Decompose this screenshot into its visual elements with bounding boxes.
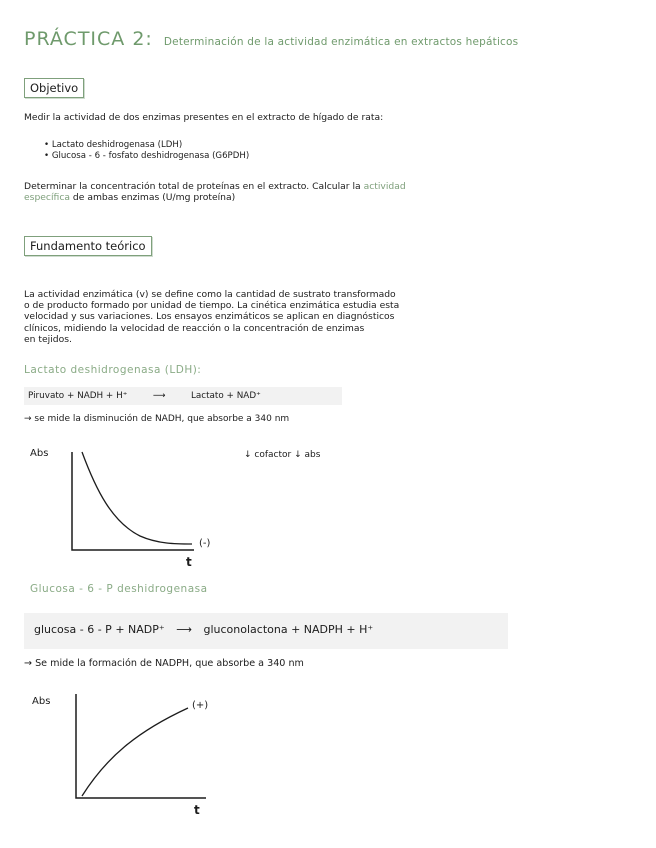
objetivo-intro: Medir la actividad de dos enzimas presentes en el extracto de hígado de rata: bbox=[24, 112, 384, 123]
g6p-graph-ylabel: Abs bbox=[32, 696, 51, 707]
ldh-graph-axes bbox=[72, 452, 194, 550]
g6p-measure: → Se mide la formación de NADPH, que absorbe a 340 nm bbox=[24, 658, 304, 669]
reaction-arrow-icon: ⟶ bbox=[176, 623, 192, 636]
g6p-heading: Glucosa - 6 - P deshidrogenasa bbox=[30, 583, 208, 595]
ldh-equation-left: Piruvato + NADH + H⁺ bbox=[28, 391, 128, 401]
g6p-increasing-curve bbox=[82, 708, 188, 796]
ldh-decreasing-curve bbox=[82, 452, 192, 544]
ldh-graph-sign: (-) bbox=[199, 538, 211, 549]
ldh-absorbance-graph bbox=[24, 440, 224, 570]
ldh-equation bbox=[24, 387, 342, 405]
practice-subtitle: Determinación de la actividad enzimática en extractos hepáticos bbox=[163, 36, 519, 48]
fundamento-line: velocidad y sus variaciones. Los ensayos enzimáticos se aplican en diagnósticos bbox=[24, 311, 395, 323]
fundamento-label: Fundamento teórico bbox=[30, 239, 146, 253]
goal-highlight-actividad: actividad bbox=[363, 181, 406, 192]
fundamento-line: en tejidos. bbox=[24, 333, 72, 345]
enzyme-item-g6pdh: • Glucosa - 6 - fosfato deshidrogenasa (G6PDH) bbox=[44, 151, 249, 162]
g6p-graph-axes bbox=[76, 694, 209, 798]
g6p-graph-sign: (+) bbox=[192, 700, 209, 711]
g6p-absorbance-graph bbox=[24, 688, 224, 818]
practice-number: PRÁCTICA 2: bbox=[24, 28, 153, 50]
enzyme-item-ldh: • Lactato deshidrogenasa (LDH) bbox=[44, 140, 249, 151]
fundamento-line: clínicos, midiendo la velocidad de reacción o la concentración de enzimas bbox=[24, 322, 365, 334]
fundamento-label-box bbox=[24, 236, 152, 256]
ldh-side-note: ↓ cofactor ↓ abs bbox=[244, 450, 321, 460]
reaction-arrow-icon: ⟶ bbox=[152, 391, 166, 401]
goal-suffix: de ambas enzimas (U/mg proteína) bbox=[72, 192, 236, 204]
goal-highlight-especifica: específica bbox=[24, 192, 70, 204]
g6p-equation bbox=[24, 613, 508, 649]
ldh-graph-xlabel: t bbox=[186, 555, 192, 569]
fundamento-paragraph bbox=[24, 289, 644, 345]
ldh-heading: Lactato deshidrogenasa (LDH): bbox=[24, 364, 202, 376]
objetivo-label: Objetivo bbox=[30, 81, 79, 95]
ldh-measure: → se mide la disminución de NADH, que absorbe a 340 nm bbox=[24, 414, 290, 424]
g6p-equation-right: gluconolactona + NADPH + H⁺ bbox=[203, 623, 374, 636]
ldh-equation-right: Lactato + NAD⁺ bbox=[190, 391, 261, 401]
objetivo-goal bbox=[24, 181, 624, 203]
fundamento-line: La actividad enzimática (v) se define como la cantidad de sustrato transformado bbox=[24, 289, 396, 300]
fundamento-line: o de producto formado por unidad de tiempo. La cinética enzimática estudia esta bbox=[24, 300, 400, 312]
objetivo-label-box bbox=[24, 78, 84, 98]
g6p-equation-left: glucosa - 6 - P + NADP⁺ bbox=[34, 623, 165, 636]
enzyme-list bbox=[44, 140, 249, 162]
ldh-graph-ylabel: Abs bbox=[30, 448, 49, 459]
page-title bbox=[24, 28, 518, 50]
g6p-graph-xlabel: t bbox=[194, 803, 200, 817]
goal-prefix: Determinar la concentración total de proteínas en el extracto. Calcular la bbox=[24, 181, 361, 192]
